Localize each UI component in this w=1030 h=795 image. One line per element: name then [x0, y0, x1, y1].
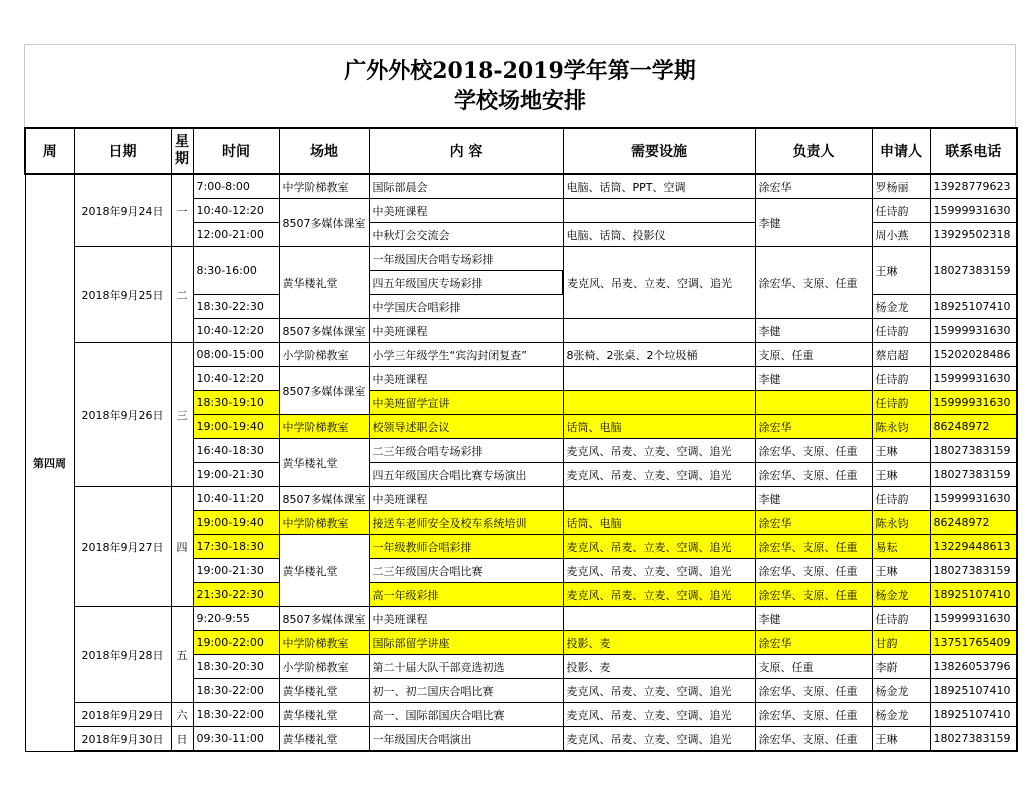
person-cell: 涂宏华、支原、任重	[755, 439, 872, 463]
person-cell: 涂宏华	[755, 415, 872, 439]
content-cell: 一年级国庆合唱演出	[369, 727, 563, 752]
content-cell: 二三年级合唱专场彩排	[369, 439, 563, 463]
phone-cell: 15999931630	[930, 487, 1017, 511]
content-cell: 四五年级国庆合唱比赛专场演出	[369, 463, 563, 487]
venue-cell: 8507多媒体课室	[279, 199, 369, 247]
person-cell: 支原、任重	[755, 343, 872, 367]
content-cell: 中秋灯会交流会	[369, 223, 563, 247]
time-cell: 19:00-22:00	[193, 631, 279, 655]
person-cell: 涂宏华、支原、任重	[755, 679, 872, 703]
phone-cell: 13928779623	[930, 174, 1017, 199]
content-cell: 接送车老师安全及校车系统培训	[369, 511, 563, 535]
content-cell: 中学国庆合唱彩排	[369, 295, 563, 319]
time-cell: 19:00-21:30	[193, 559, 279, 583]
table-row	[25, 174, 1017, 199]
content-cell: 中美班课程	[369, 607, 563, 631]
person-cell: 涂宏华、支原、任重	[755, 535, 872, 559]
phone-cell: 13929502318	[930, 223, 1017, 247]
header-phone: 联系电话	[930, 128, 1017, 174]
time-cell: 19:00-19:40	[193, 415, 279, 439]
header-weekday: 星 期	[171, 128, 193, 174]
phone-cell: 86248972	[930, 415, 1017, 439]
applicant-cell: 蔡启超	[872, 343, 930, 367]
phone-cell: 15202028486	[930, 343, 1017, 367]
phone-cell: 86248972	[930, 511, 1017, 535]
phone-cell: 13229448613	[930, 535, 1017, 559]
equipment-cell	[563, 367, 755, 391]
applicant-cell: 杨金龙	[872, 703, 930, 727]
time-cell: 17:30-18:30	[193, 535, 279, 559]
content-cell: 中美班课程	[369, 319, 563, 343]
phone-cell: 18925107410	[930, 679, 1017, 703]
equipment-cell	[563, 391, 755, 415]
table-row	[25, 607, 1017, 631]
content-cell: 二三年级国庆合唱比赛	[369, 559, 563, 583]
weekday-cell: 一	[171, 174, 193, 247]
time-cell: 18:30-19:10	[193, 391, 279, 415]
applicant-cell: 陈永钧	[872, 415, 930, 439]
time-cell: 16:40-18:30	[193, 439, 279, 463]
schedule-table	[24, 127, 1018, 752]
time-cell: 21:30-22:30	[193, 583, 279, 607]
phone-cell: 15999931630	[930, 391, 1017, 415]
person-cell: 李健	[755, 487, 872, 511]
applicant-cell: 王琳	[872, 559, 930, 583]
equipment-cell	[563, 607, 755, 631]
equipment-cell: 麦克风、吊麦、立麦、空调、追光	[563, 727, 755, 752]
equipment-cell: 8张椅、2张桌、2个垃圾桶	[563, 343, 755, 367]
time-cell: 8:30-16:00	[193, 247, 279, 295]
person-cell: 李健	[755, 367, 872, 391]
equipment-cell: 麦克风、吊麦、立麦、空调、追光	[563, 247, 755, 319]
venue-cell: 黄华楼礼堂	[279, 439, 369, 487]
venue-cell: 中学阶梯教室	[279, 174, 369, 199]
content-cell: 国际部留学讲座	[369, 631, 563, 655]
time-cell: 12:00-21:00	[193, 223, 279, 247]
time-cell: 10:40-12:20	[193, 199, 279, 223]
venue-cell: 黄华楼礼堂	[279, 247, 369, 319]
phone-cell: 18027383159	[930, 559, 1017, 583]
applicant-cell: 王琳	[872, 463, 930, 487]
title-box	[24, 44, 1016, 128]
content-cell: 中美班课程	[369, 199, 563, 223]
header-time: 时间	[193, 128, 279, 174]
content-cell: 中美班课程	[369, 367, 563, 391]
phone-cell: 15999931630	[930, 319, 1017, 343]
content-cell: 国际部晨会	[369, 174, 563, 199]
person-cell: 涂宏华、支原、任重	[755, 703, 872, 727]
venue-cell: 8507多媒体课室	[279, 487, 369, 511]
content-cell: 一年级教师合唱彩排	[369, 535, 563, 559]
equipment-cell: 投影、麦	[563, 655, 755, 679]
weekday-cell: 日	[171, 727, 193, 752]
time-cell: 10:40-12:20	[193, 319, 279, 343]
time-cell: 09:30-11:00	[193, 727, 279, 752]
venue-cell: 8507多媒体课室	[279, 319, 369, 343]
person-cell: 涂宏华	[755, 511, 872, 535]
applicant-cell: 甘韵	[872, 631, 930, 655]
equipment-cell: 麦克风、吊麦、立麦、空调、追光	[563, 559, 755, 583]
applicant-cell: 杨金龙	[872, 679, 930, 703]
time-cell: 7:00-8:00	[193, 174, 279, 199]
equipment-cell	[563, 319, 755, 343]
phone-cell: 18027383159	[930, 439, 1017, 463]
person-cell: 涂宏华、支原、任重	[755, 559, 872, 583]
applicant-cell: 任诗韵	[872, 199, 930, 223]
person-cell: 涂宏华	[755, 174, 872, 199]
content-cell: 初一、初二国庆合唱比赛	[369, 679, 563, 703]
weekday-cell: 六	[171, 703, 193, 727]
venue-cell: 中学阶梯教室	[279, 511, 369, 535]
applicant-cell: 陈永钧	[872, 511, 930, 535]
header-date: 日期	[74, 128, 171, 174]
phone-cell: 15999931630	[930, 367, 1017, 391]
content-cell: 中美班留学宣讲	[369, 391, 563, 415]
time-cell: 08:00-15:00	[193, 343, 279, 367]
person-cell	[755, 391, 872, 415]
equipment-cell: 麦克风、吊麦、立麦、空调、追光	[563, 703, 755, 727]
person-cell: 涂宏华、支原、任重	[755, 463, 872, 487]
equipment-cell	[563, 199, 755, 223]
equipment-cell: 麦克风、吊麦、立麦、空调、追光	[563, 439, 755, 463]
time-cell: 18:30-22:00	[193, 679, 279, 703]
time-cell: 19:00-21:30	[193, 463, 279, 487]
content-cell: 高一、国际部国庆合唱比赛	[369, 703, 563, 727]
phone-cell: 18027383159	[930, 727, 1017, 752]
equipment-cell: 麦克风、吊麦、立麦、空调、追光	[563, 679, 755, 703]
venue-cell: 黄华楼礼堂	[279, 679, 369, 703]
person-cell: 李健	[755, 319, 872, 343]
phone-cell: 18925107410	[930, 583, 1017, 607]
venue-cell: 黄华楼礼堂	[279, 535, 369, 607]
applicant-cell: 任诗韵	[872, 367, 930, 391]
applicant-cell: 任诗韵	[872, 607, 930, 631]
phone-cell: 18925107410	[930, 703, 1017, 727]
content-cell: 小学三年级学生“宾沟封闭复查”	[369, 343, 563, 367]
header-equipment: 需要设施	[563, 128, 755, 174]
equipment-cell	[563, 487, 755, 511]
applicant-cell: 周小燕	[872, 223, 930, 247]
venue-cell: 小学阶梯教室	[279, 655, 369, 679]
date-cell: 2018年9月24日	[74, 174, 171, 247]
phone-cell: 15999931630	[930, 199, 1017, 223]
applicant-cell: 杨金龙	[872, 583, 930, 607]
venue-cell: 黄华楼礼堂	[279, 703, 369, 727]
person-cell: 支原、任重	[755, 655, 872, 679]
person-cell: 涂宏华、支原、任重	[755, 583, 872, 607]
time-cell: 18:30-20:30	[193, 655, 279, 679]
phone-cell: 18925107410	[930, 295, 1017, 319]
applicant-cell: 杨金龙	[872, 295, 930, 319]
equipment-cell: 电脑、话筒、PPT、空调	[563, 174, 755, 199]
weekday-cell: 五	[171, 607, 193, 703]
phone-cell: 13751765409	[930, 631, 1017, 655]
title-line-2: 学校场地安排	[453, 88, 586, 114]
person-cell: 涂宏华、支原、任重	[755, 247, 872, 319]
table-row	[25, 703, 1017, 727]
person-cell: 涂宏华、支原、任重	[755, 727, 872, 752]
equipment-cell: 投影、麦	[563, 631, 755, 655]
title-line-1: 广外外校2018-2019学年第一学期	[344, 58, 696, 84]
equipment-cell: 电脑、话筒、投影仪	[563, 223, 755, 247]
content-cell: 校领导述职会议	[369, 415, 563, 439]
content-cell: 高一年级彩排	[369, 583, 563, 607]
weekday-cell: 三	[171, 343, 193, 487]
header-content: 内 容	[369, 128, 563, 174]
phone-cell: 13826053796	[930, 655, 1017, 679]
phone-cell: 15999931630	[930, 607, 1017, 631]
applicant-cell: 任诗韵	[872, 391, 930, 415]
content-cell: 一年级国庆合唱专场彩排	[369, 247, 563, 271]
date-cell: 2018年9月29日	[74, 703, 171, 727]
week-cell: 第四周	[25, 174, 74, 751]
equipment-cell: 话筒、电脑	[563, 415, 755, 439]
phone-cell: 18027383159	[930, 463, 1017, 487]
equipment-cell: 麦克风、吊麦、立麦、空调、追光	[563, 463, 755, 487]
header-venue: 场地	[279, 128, 369, 174]
date-cell: 2018年9月27日	[74, 487, 171, 607]
weekday-cell: 二	[171, 247, 193, 343]
person-cell: 涂宏华	[755, 631, 872, 655]
table-row	[25, 487, 1017, 511]
weekday-cell: 四	[171, 487, 193, 607]
time-cell: 9:20-9:55	[193, 607, 279, 631]
header-person: 负责人	[755, 128, 872, 174]
table-row	[25, 343, 1017, 367]
applicant-cell: 任诗韵	[872, 487, 930, 511]
equipment-cell: 话筒、电脑	[563, 511, 755, 535]
table-row	[25, 247, 1017, 271]
phone-cell: 18027383159	[930, 247, 1017, 295]
time-cell: 19:00-19:40	[193, 511, 279, 535]
venue-cell: 8507多媒体课室	[279, 607, 369, 631]
table-row	[25, 727, 1017, 752]
date-cell: 2018年9月30日	[74, 727, 171, 752]
applicant-cell: 王琳	[872, 439, 930, 463]
equipment-cell: 麦克风、吊麦、立麦、空调、追光	[563, 535, 755, 559]
applicant-cell: 李蔚	[872, 655, 930, 679]
applicant-cell: 罗杨丽	[872, 174, 930, 199]
header-row	[25, 128, 1017, 174]
date-cell: 2018年9月26日	[74, 343, 171, 487]
date-cell: 2018年9月28日	[74, 607, 171, 703]
venue-cell: 8507多媒体课室	[279, 367, 369, 415]
applicant-cell: 任诗韵	[872, 319, 930, 343]
venue-cell: 中学阶梯教室	[279, 415, 369, 439]
person-cell: 李健	[755, 607, 872, 631]
applicant-cell: 王琳	[872, 727, 930, 752]
equipment-cell: 麦克风、吊麦、立麦、空调、追光	[563, 583, 755, 607]
time-cell: 18:30-22:00	[193, 703, 279, 727]
content-cell: 中美班课程	[369, 487, 563, 511]
header-applicant: 申请人	[872, 128, 930, 174]
content-cell: 四五年级国庆专场彩排	[369, 271, 563, 295]
applicant-cell: 王琳	[872, 247, 930, 295]
content-cell: 第二十届大队干部竞选初选	[369, 655, 563, 679]
date-cell: 2018年9月25日	[74, 247, 171, 343]
time-cell: 18:30-22:30	[193, 295, 279, 319]
time-cell: 10:40-11:20	[193, 487, 279, 511]
header-week: 周	[25, 128, 74, 174]
person-cell: 李健	[755, 199, 872, 247]
venue-cell: 黄华楼礼堂	[279, 727, 369, 752]
time-cell: 10:40-12:20	[193, 367, 279, 391]
venue-cell: 中学阶梯教室	[279, 631, 369, 655]
venue-cell: 小学阶梯教室	[279, 343, 369, 367]
applicant-cell: 易耘	[872, 535, 930, 559]
